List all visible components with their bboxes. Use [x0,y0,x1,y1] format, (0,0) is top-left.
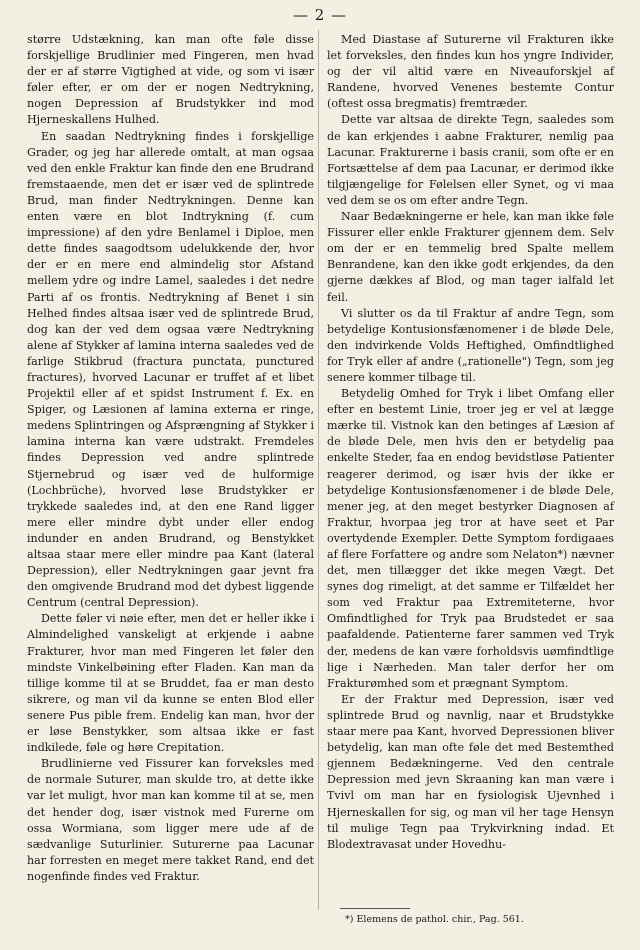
paragraph: Vi slutter os da til Fraktur af andre Tegn, som betydelige Kontusionsfænomener i de bløde Dele, den indvirkende Volds Heftighed, Omfindtlighed for Tryk eller af andre („rationelle") Tegn, som jeg senere kommer tilbage til. [327,306,614,384]
paragraph: større Udstækning, kan man ofte føle disse forskjellige Brudlinier med Fingeren, men hvad der er af større Vigtighed at vide, og som vi især føler efter, er om der er nogen Nedtrykning, nogen Depression af Brudstykker ind mod Hjerneskallens Hulhed. [27,33,314,127]
paragraph: En saadan Nedtrykning findes i forskjellige Grader, og jeg har allerede omtalt, at man ogsaa ved den enkle Fraktur kan finde den ene Brudrand fremstaaende, men det er især ved de splintrede Brud, man finder Nedtrykningen. Denne kan enten være en blot Indtrykning (f. cum impressione) af den ydre Benlamel i Diploe, men dette findes saagodtsom udelukkende der, hvor der er en mere end almindelig stor Afstand mellem ydre og indre Lamel, saaledes i det nedre Parti af os frontis. Nedtrykning af Benet i sin Helhed findes altsaa især ved de splintrede Brud, dog kan der ved dem ogsaa være Nedtrykning alene af Stykker af lamina interna saaledes ved de farlige Stikbrud (fractura punctata, punctured fractures), hvorved Lacunar er truffet af et libet Projektil eller af et spidst Instrument f. Ex. en Spiger, og Læsionen af lamina externa er ringe, medens Splintringen og Afsprængning af Stykker i lamina interna kan være udstrakt. Fremdeles findes Depression ved andre splintrede Stjernebrud og især ved de hulformige (Lochbrüche), hvorved løse Brudstykker er trykkede saaledes ind, at den ene Rand ligger mere eller mindre dybt under eller endog indunder en anden Brudrand, og Benstykket altsaa staar mere eller mindre paa Kant (lateral Depression), eller Nedtrykningen gaar jevnt fra den omgivende Brudrand mod det dybest liggende Centrum (central Depression). [27,129,314,610]
paragraph: Brudlinierne ved Fissurer kan forveksles med de normale Suturer, man skulde tro, at dette ikke var let muligt, hvor man kan komme til at se, men det hender dog, især vistnok med Furerne om ossa Wormiana, som ligger mere ude af de sædvanlige Suturlinier. Suturerne paa Lacunar har forresten en meget mere takket Rand, end det nogenfinde findes ved Fraktur. [27,757,314,883]
paragraph: Dette føler vi nøie efter, men det er heller ikke i Almindelighed vanskeligt at erkjende i aabne Frakturer, hvor man med Fingeren let føler den mindste Vinkelbøining efter Fladen. Kan man da tillige komme til at se Bruddet, faa er man desto sikrere, og man vil da kunne se enten Blod eller senere Pus pible frem. Endelig kan man, hvor der er løse Benstykker, som altsaa ikke er fast indkilede, føle og høre Crepitation. [27,612,314,755]
right-column [327,32,614,853]
column-divider [318,30,319,910]
paragraph: Dette var altsaa de direkte Tegn, saaledes som de kan erkjendes i aabne Frakturer, nemlig paa Lacunar. Frakturerne i basis cranii, som ofte er en Fortsættelse af dem paa Lacunar, er derimod ikke tilgjængelige for Følelsen eller Synet, og vi maa ved dem se os om efter andre Tegn. [327,113,614,207]
page-number: — 2 — [292,6,348,24]
footnote-rule [340,908,410,909]
paragraph: Naar Bedækningerne er hele, kan man ikke føle Fissurer eller enkle Frakturer gjennem dem. Selv om der er en temmelig bred Spalte mellem Benrandene, kan den ikke godt erkjendes, da den gjerne dækkes af Blod, og man tager ialfald let feil. [327,210,614,304]
paragraph: Betydelig Omhed for Tryk i libet Omfang eller efter en bestemt Linie, troer jeg er vel at lægge mærke til. Vistnok kan den betinges af Læsion af de bløde Dele, men hvis den er betydelig paa enkelte Steder, faa en endog bevidstløse Patienter reagerer derimod, og især hvis der ikke er betydelige Kontusionsfænomener i de bløde Dele, mener jeg, at den meget bestyrker Diagnosen af Fraktur, hvorpaa jeg tror at have seet et Par overtydende Exempler. Dette Symptom fordigaaes af flere Forfattere og andre som Nelaton*) nævner det, men tillægger det ikke megen Vægt. Det synes dog rimeligt, at det samme er Tilfældet her som ved Fraktur paa Extremiteterne, hvor Omfindtlighed for Tryk paa Brudstedet er saa paafaldende. Patienterne farer sammen ved Tryk der, medens de kan være forholdsvis uømfindtlige lige i Nærheden. Man taler derfor her om Frakturømhed som et prægnant Symptom. [327,387,614,690]
paragraph: Med Diastase af Suturerne vil Frakturen ikke let forveksles, den findes kun hos yngre Individer, og der vil altid være en Niveauforskjel af Randene, hvorved Venenes bestemte Contur (oftest ossa bregmatis) fremtræder. [327,33,614,111]
paragraph: Er der Fraktur med Depression, især ved splintrede Brud og navnlig, naar et Brudstykke staar mere paa Kant, hvorved Depressionen bliver betydelig, kan man ofte føle det med Bestemthed gjennem Bedækningerne. Ved den centrale Depression med jevn Skraaning kan man være i Tvivl om man har en fysiologisk Ujevnhed i Hjerneskallen for sig, og man vil her tage Hensyn til mulige Tegn paa Trykvirkning indad. Et Blodextravasat under Hovedhu- [327,692,614,851]
footnote: *) Elemens de pathol. chir., Pag. 561. [345,914,524,925]
left-column [27,32,314,885]
